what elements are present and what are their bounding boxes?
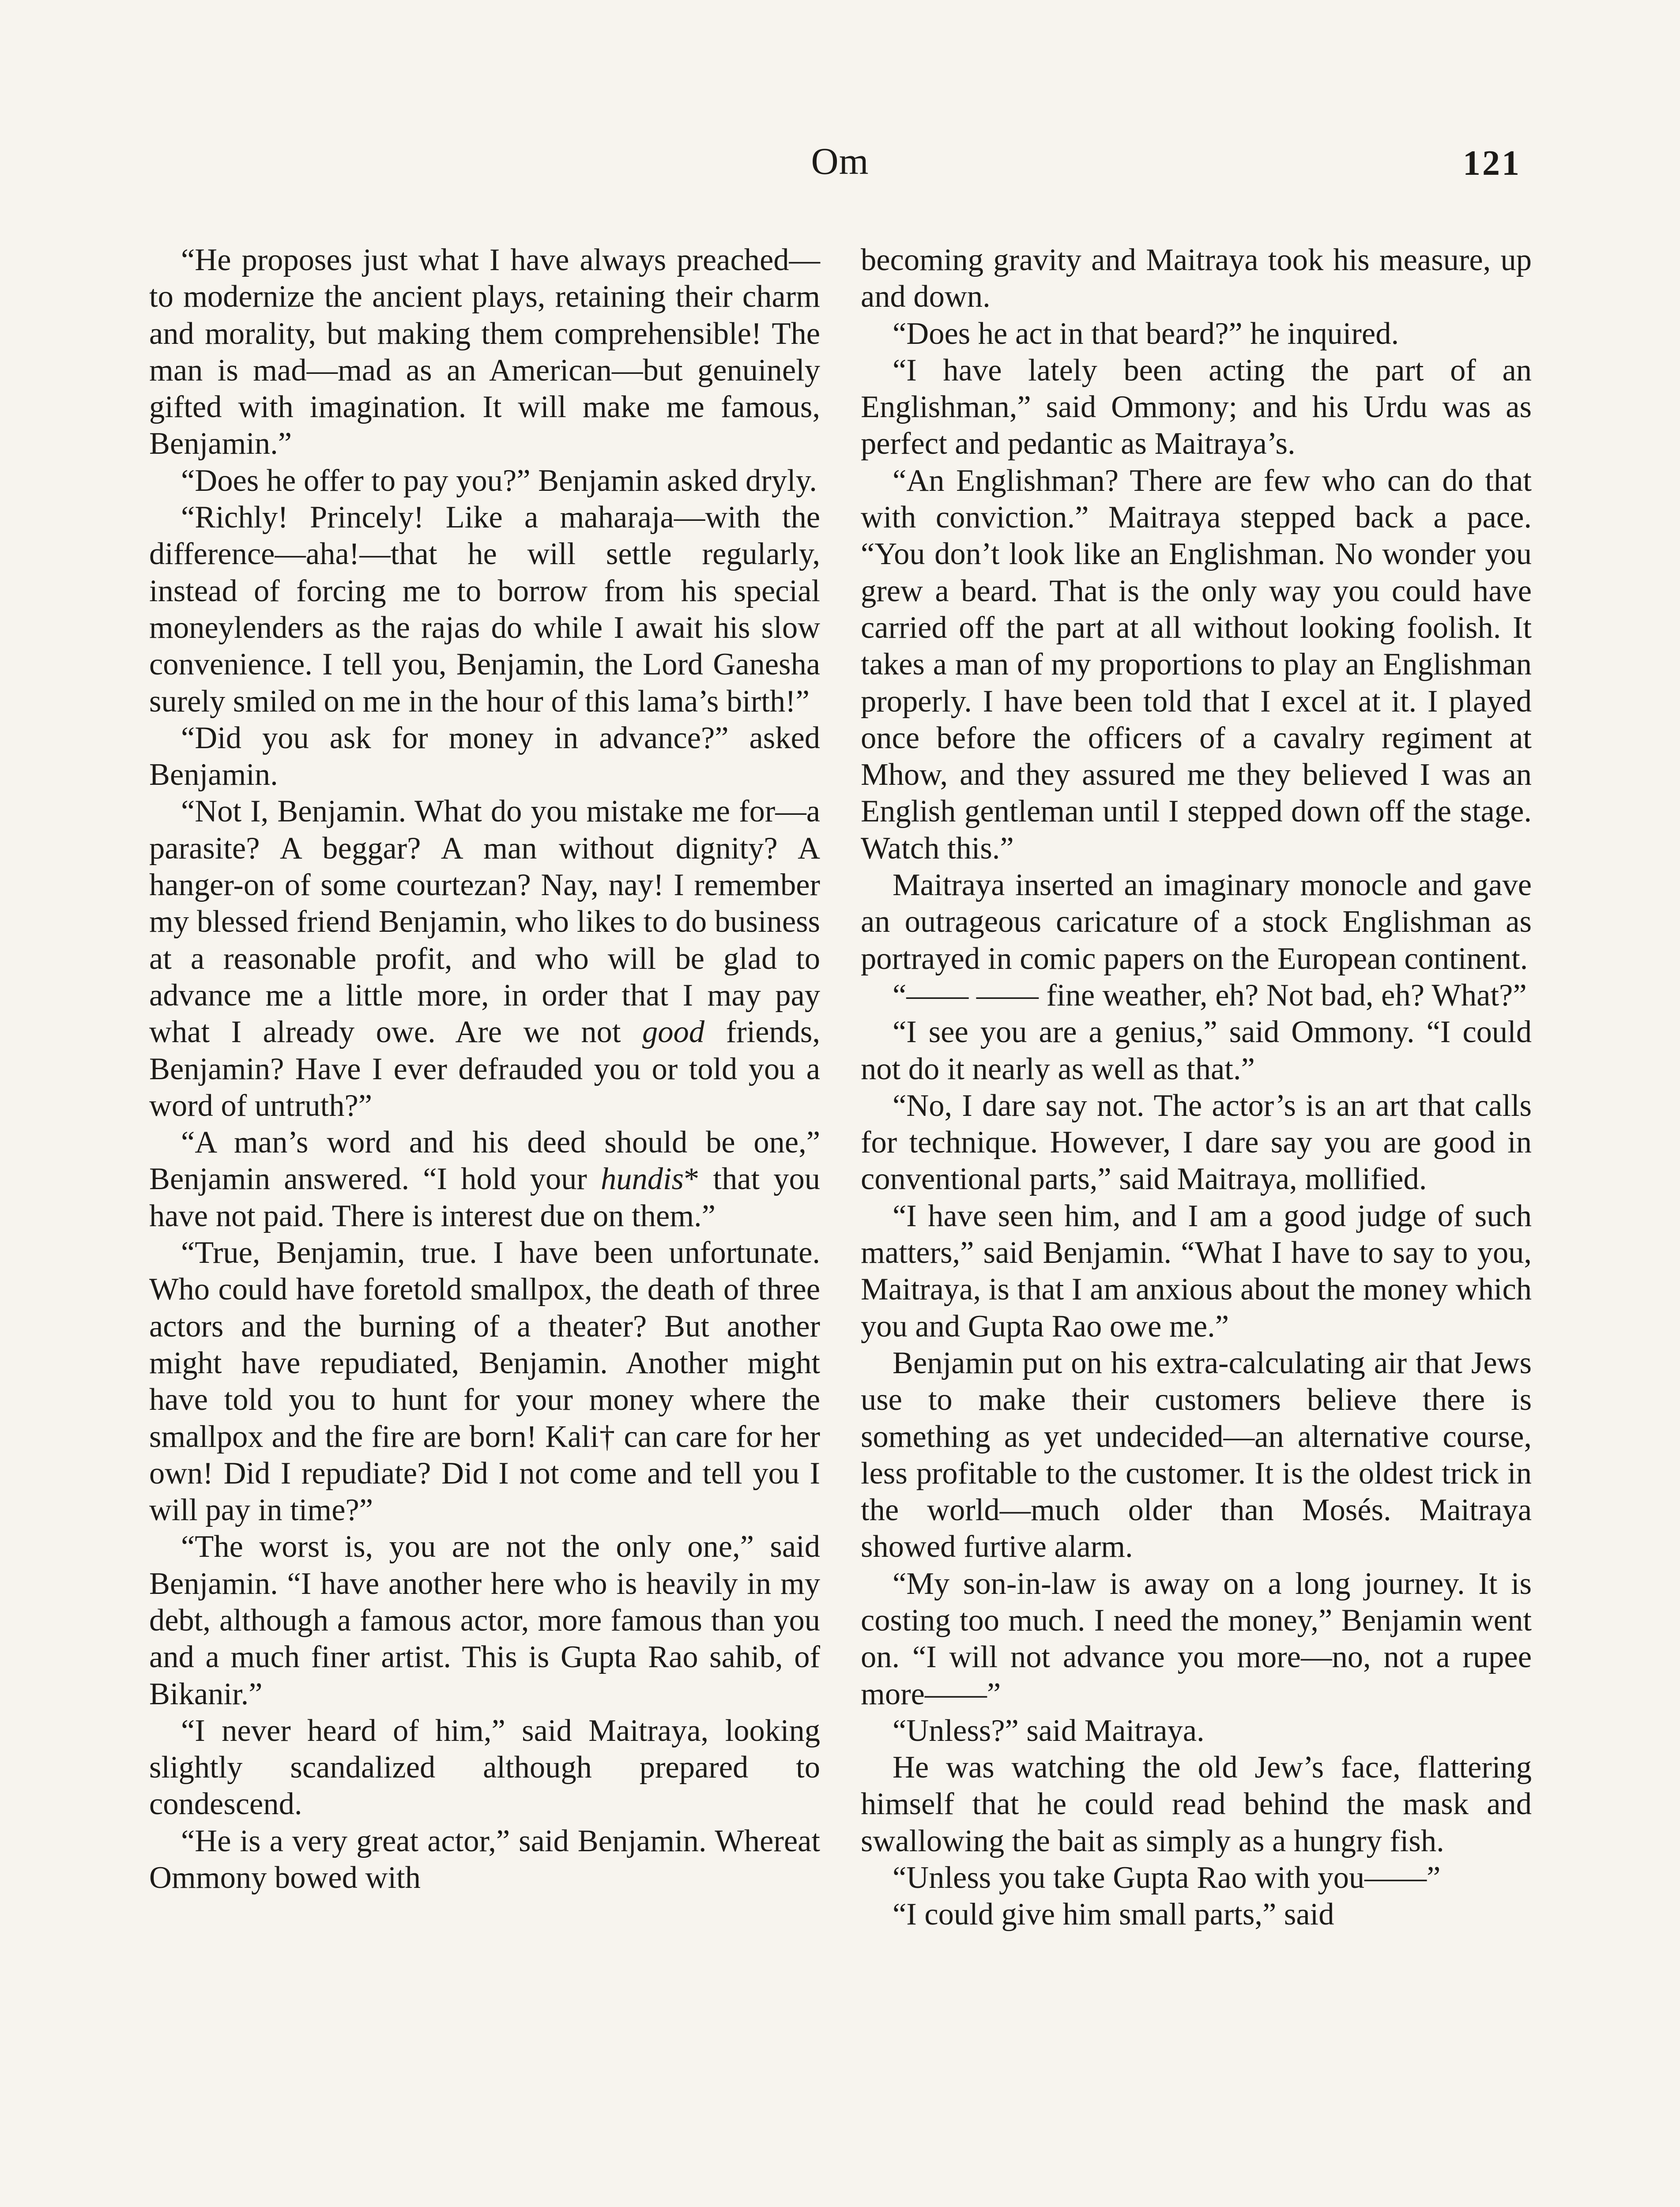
left-column	[149, 242, 820, 1896]
paragraph: “I see you are a genius,” said Ommony. “I could not do it nearly as well as that.”	[861, 1015, 1532, 1086]
paragraph	[149, 793, 820, 1124]
paragraph	[149, 1124, 820, 1235]
paragraph-text: “A man’s word and his deed should be one,” Benjamin answered. “I hold your	[149, 1125, 820, 1197]
paragraph-text: * that you have not paid. There is interest due on them.”	[149, 1162, 820, 1233]
paragraph: “Does he act in that beard?” he inquired.	[893, 316, 1399, 351]
paragraph-text: friends, Benjamin? Have I ever defrauded you or told you a word of untruth?”	[149, 1015, 820, 1123]
paragraph-text: “Not I, Benjamin. What do you mistake me for—a parasite? A beggar? A man without dignity? A hanger-on of some courtezan? Nay, nay! I remember my blessed friend Benjamin, who likes to do business at a reasonable profit, and who will be glad to advance me a little more, in order that I may pay what I already owe. Are we not	[149, 794, 820, 1050]
paragraph: “Unless?” said Maitraya.	[893, 1713, 1205, 1748]
paragraph: “He proposes just what I have always preached—to modernize the ancient plays, retaining their charm and morality, but making them comprehensible! The man is mad—mad as an American—but genuinely gifted with imagination. It will make me famous, Benjamin.”	[149, 243, 820, 461]
paragraph: “Did you ask for money in advance?” asked Benjamin.	[149, 720, 820, 792]
paragraph: “I have lately been acting the part of an Englishman,” said Ommony; and his Urdu was as perfect and pedantic as Maitraya’s.	[861, 353, 1532, 461]
paragraph: Maitraya inserted an imaginary monocle and gave an outrageous caricature of a stock Englishman as portrayed in comic papers on the European continent.	[861, 868, 1532, 976]
italic-word: hundis	[600, 1162, 684, 1197]
paragraph: “An Englishman? There are few who can do that with conviction.” Maitraya stepped back a pace. “You don’t look like an Englishman. No wonder you grew a beard. That is the only way you could have carried off the part at all without looking foolish. It takes a man of my proportions to play an Englishman properly. I have been told that I excel at it. I played once before the officers of a cavalry regiment at Mhow, and they assured me they believed I was an English gentleman until I stepped down off the stage. Watch this.”	[861, 463, 1532, 866]
paragraph: “I could give him small parts,” said	[893, 1897, 1334, 1932]
italic-word: good	[642, 1015, 705, 1050]
paragraph: “Unless you take Gupta Rao with you——”	[893, 1861, 1441, 1895]
running-head-title: Om	[811, 140, 869, 182]
paragraph: “—— —— fine weather, eh? Not bad, eh? What?”	[893, 978, 1527, 1013]
paragraph: “True, Benjamin, true. I have been unfortunate. Who could have foretold smallpox, the death of three actors and the burning of a theater? But another might have repudiated, Benjamin. Another might have told you to hunt for your money where the smallpox and the fire are born! Kali† can care for her own! Did I repudiate? Did I not come and tell you I will pay in time?”	[149, 1235, 820, 1528]
paragraph: “I never heard of him,” said Maitraya, looking slightly scandalized although prepared to condescend.	[149, 1713, 820, 1822]
paragraph: “The worst is, you are not the only one,” said Benjamin. “I have another here who is heavily in my debt, although a famous actor, more famous than you and a much finer artist. This is Gupta Rao sahib, of Bikanir.”	[149, 1529, 820, 1711]
paragraph: “He is a very great actor,” said Benjamin. Whereat Ommony bowed with	[149, 1823, 820, 1895]
paragraph: “No, I dare say not. The actor’s is an art that calls for technique. However, I dare say you are good in conventional parts,” said Maitraya, mollified.	[861, 1088, 1532, 1197]
page-number: 121	[1463, 144, 1521, 183]
paragraph-continued: becoming gravity and Maitraya took his measure, up and down.	[861, 243, 1532, 314]
paragraph: “My son-in-law is away on a long journey. It is costing too much. I need the money,” Benjamin went on. “I will not advance you more—no, not a rupee more——”	[861, 1566, 1532, 1711]
paragraph: “Richly! Princely! Like a maharaja—with the difference—aha!—that he will settle regularly, instead of forcing me to borrow from his special moneylenders as the rajas do while I await his slow convenience. I tell you, Benjamin, the Lord Ganesha surely smiled on me in the hour of this lama’s birth!”	[149, 500, 820, 719]
right-column	[861, 242, 1532, 1933]
paragraph: He was watching the old Jew’s face, flattering himself that he could read behind the mask and swallowing the bait as simply as a hungry fish.	[861, 1750, 1532, 1858]
paragraph: Benjamin put on his extra-calculating air that Jews use to make their customers believe there is something as yet undecided—an alternative course, less profitable to the customer. It is the oldest trick in the world—much older than Mosés. Maitraya showed furtive alarm.	[861, 1345, 1532, 1564]
paragraph: “Does he offer to pay you?” Benjamin asked dryly.	[181, 463, 817, 498]
paragraph: “I have seen him, and I am a good judge of such matters,” said Benjamin. “What I have to say to you, Maitraya, is that I am anxious about the money which you and Gupta Rao owe me.”	[861, 1198, 1532, 1344]
